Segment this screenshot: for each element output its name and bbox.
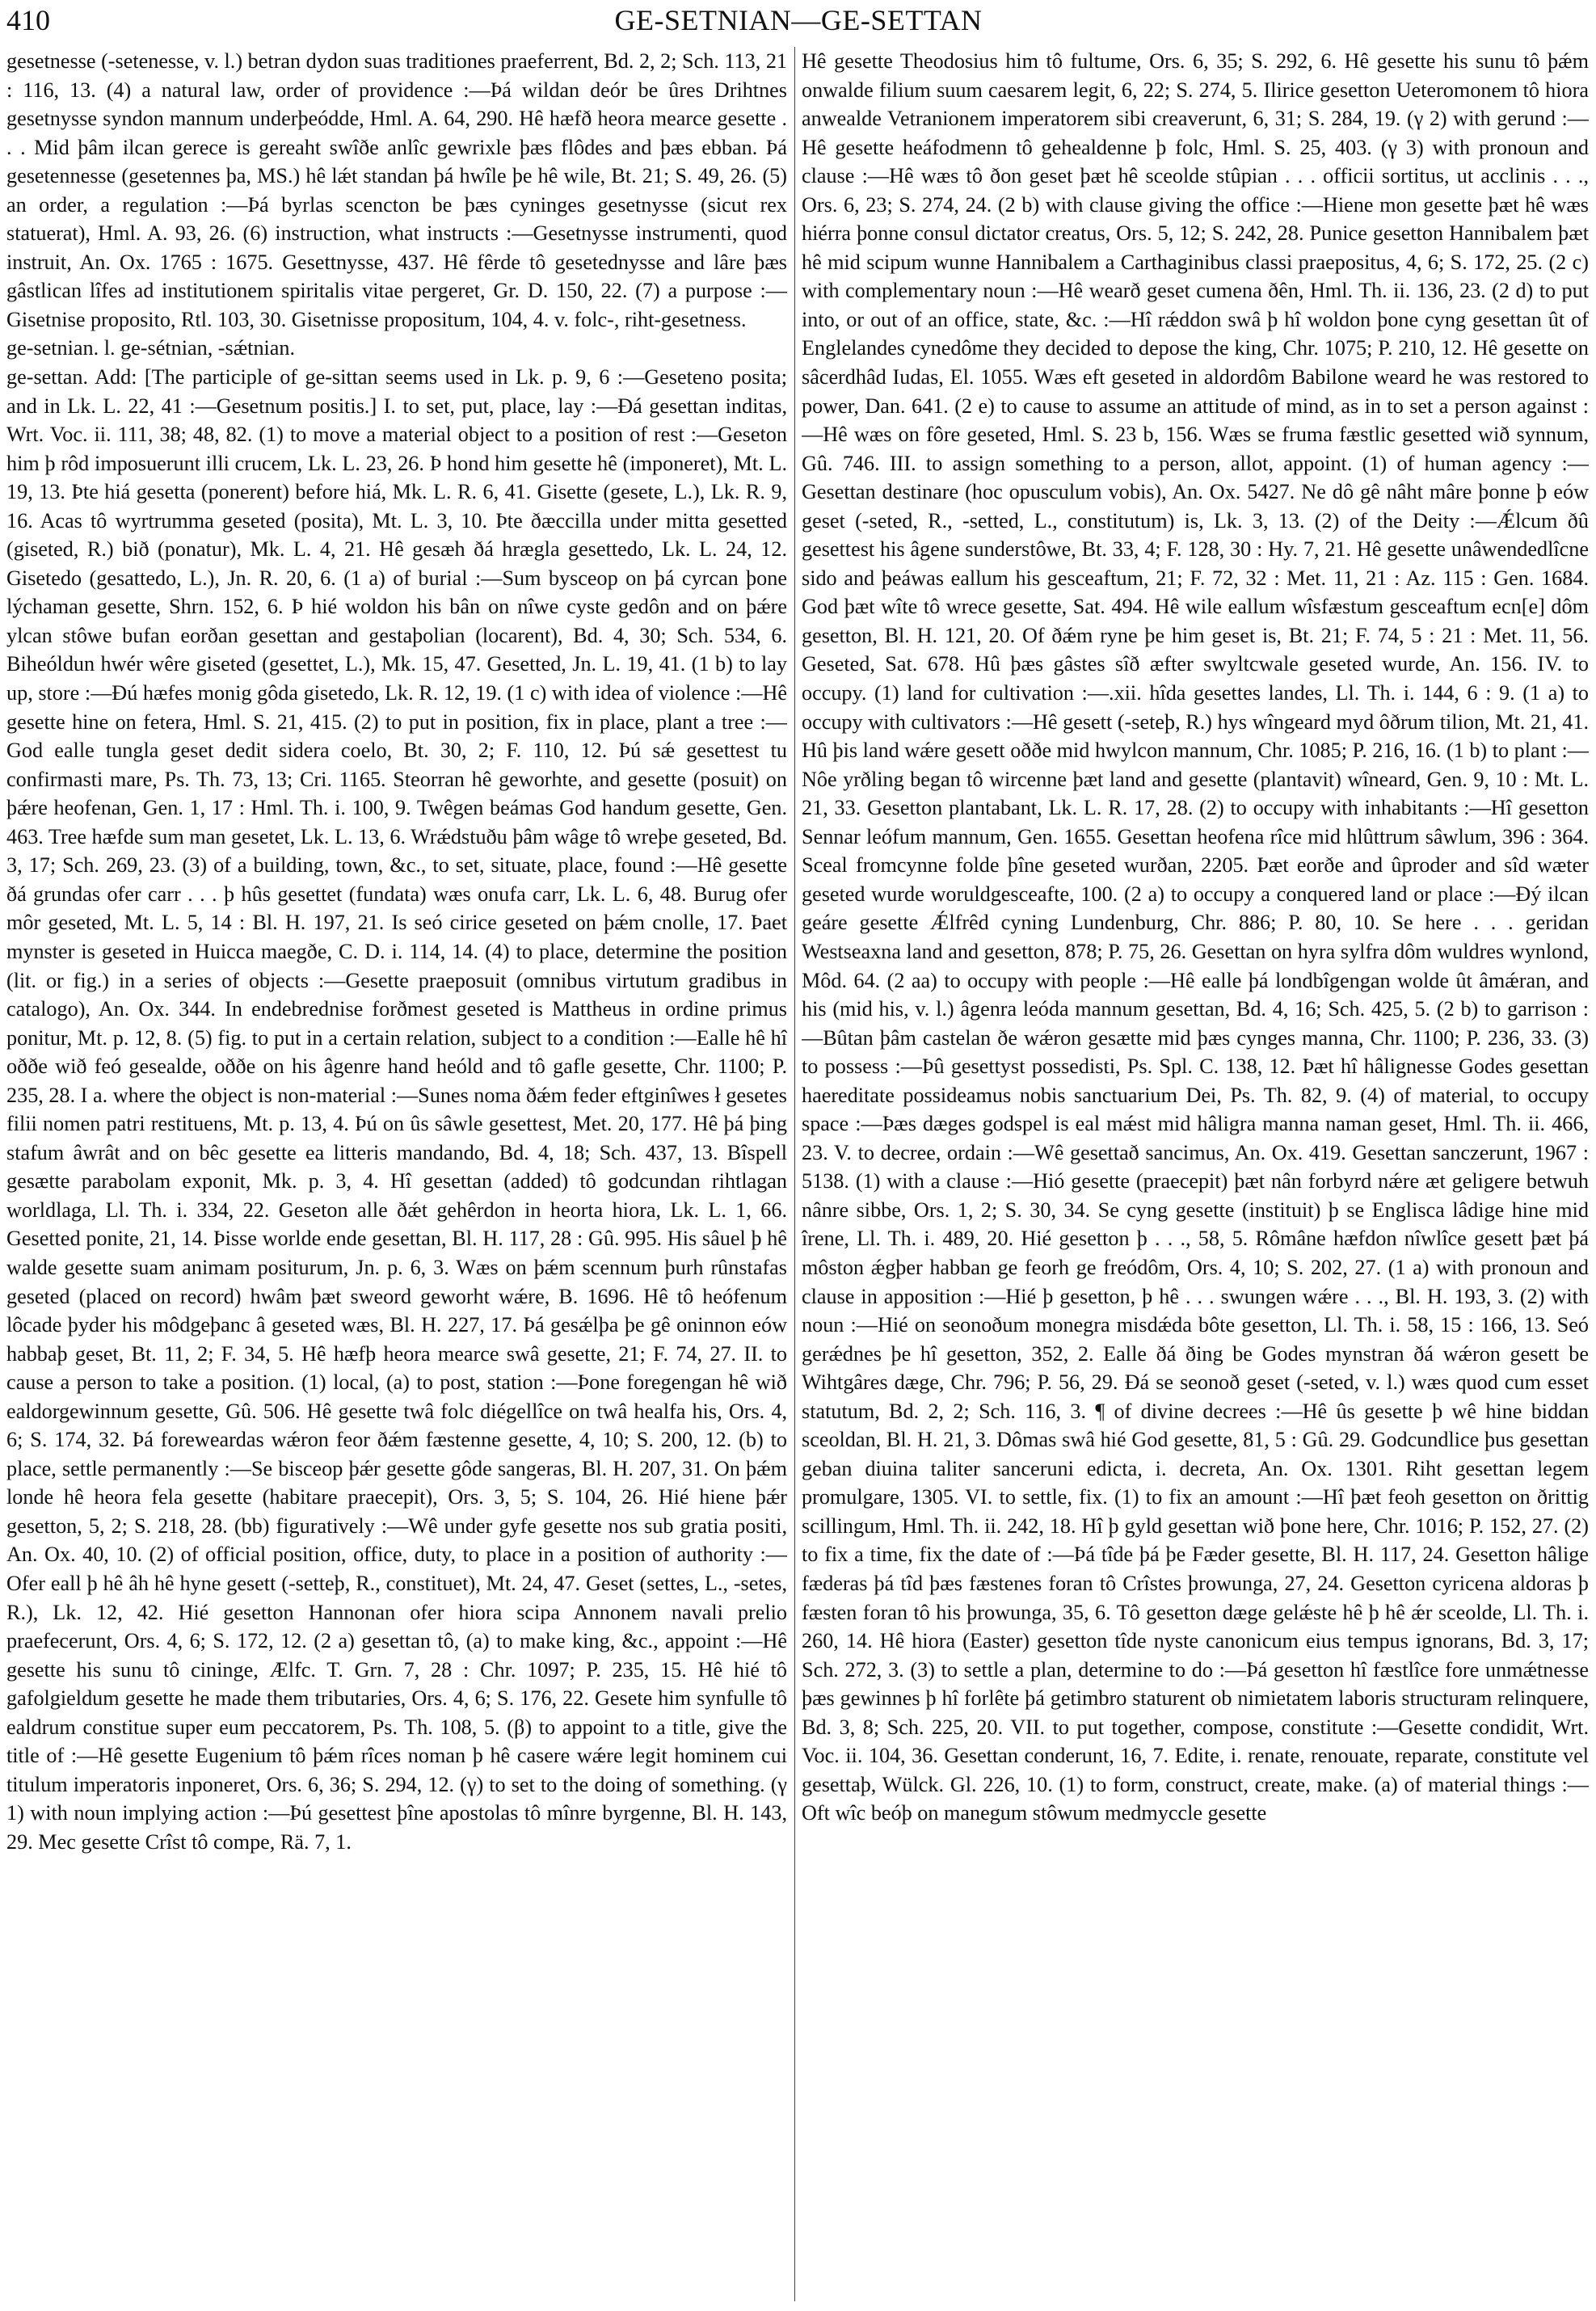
- entry-continuation-gesetnesse: gesetnesse (-setenesse, v. l.) betran dydon suas traditiones praeferrent, Bd. 2, 2; Sch. 113, 21 : 116, 13. (4) a natural law, order of providence :—Þá wildan deór be ûres Drihtnes gesetnysse syndon mannum underþeódde, Hml. A. 64, 290. Hê hæfð heora mearce gesette . . . Mid þâm ilcan gerece is gereaht swîðe anlîc gewrixle þæs flôdes and þæs ebban. Þá gesetennesse (gesetennes þa, MS.) hê lǽt standan þá hwîle þe hê wile, Bt. 21; S. 49, 26. (5) an order, a regulation :—Þá byrlas scencton be þæs cyninges gesetnysse (sicut rex statuerat), Hml. A. 93, 26. (6) instruction, what instructs :—Gesetnysse instrumenti, quod instruit, An. Ox. 1765 : 1675. Gesettnysse, 437. Hê fêrde tô gesetednysse and lâre þæs gâstlican lîfes ad institutionem spiritalis vitae pergeret, Gr. D. 150, 22. (7) a purpose :—Gisetnise proposito, Rtl. 103, 30. Gisetnisse propositum, 104, 4. v. folc-, riht-gesetness.: [6, 49, 787, 331]
- dictionary-columns: [6, 47, 1589, 2301]
- column-divider: [794, 47, 795, 2301]
- page-number: 410: [6, 4, 50, 36]
- page-header: [6, 3, 1590, 37]
- entry-ge-settan-continued: Hê gesette Theodosius him tô fultume, Ors. 6, 35; S. 292, 6. Hê gesette his sunu tô þǽm onwalde filium suum caesarem legit, 6, 22; S. 274, 5. Ilirice gesetton Ueteromonem tô hiora anwealde Vetranionem imperatorem sibi creaverunt, 6, 31; S. 284, 19. (γ 2) with gerund :—Hê gesette heáfodmenn tô gehealdenne þ folc, Hml. S. 25, 403. (γ 3) with pronoun and clause :—Hê wæs tô ðon geset þæt hê sceolde stûpian . . . officii sortitus, ut acclinis . . ., Ors. 6, 23; S. 274, 24. (2 b) with clause giving the office :—Hiene mon gesette þæt hê wæs hiérra þonne consul dictator creatus, Ors. 5, 12; S. 242, 28. Punice gesetton Hannibalem þæt hê mid scipum wunne Hannibalem a Carthaginibus classi praepositus, 4, 6; S. 172, 25. (2 c) with complementary noun :—Hê wearð geset cumena ðên, Hml. Th. ii. 136, 23. (2 d) to put into, or out of an office, state, &c. :—Hî rǽddon swâ þ hî woldon þone cyng gesettan ût of Englelandes cynedôme they decided to depose the king, Chr. 1075; P. 210, 12. Hê gesette on sâcerdhâd Iudas, El. 1055. Wæs eft geseted in aldordôm Babilone weard he was restored to power, Dan. 641. (2 e) to cause to assume an attitude of mind, as in to set a person against :—Hê wæs on fôre geseted, Hml. S. 23 b, 156. Wæs se fruma fæstlic gesetted wið synnum, Gû. 746. III. to assign something to a person, allot, appoint. (1) of human agency :—Gesettan destinare (hoc opusculum vobis), An. Ox. 5427. Ne dô gê nâht mâre þonne þ eów geset (-seted, R., -setted, L., constitutum) is, Lk. 3, 13. (2) of the Deity :—Ǽlcum ðû gesettest his âgene sunderstôwe, Bt. 33, 4; F. 128, 30 : Hy. 7, 21. Hê gesette unâwendedlîcne sido and þeáwas eallum his gesceaftum, 21; F. 72, 32 : Met. 11, 21 : Az. 115 : Gen. 1684. God þæt wîte tô wrece gesette, Sat. 494. Hê wile eallum wîsfæstum gesceaftum ecn[e] dôm gesetton, Bl. H. 121, 20. Of ðǽm ryne þe him geset is, Bt. 21; F. 74, 5 : 21 : Met. 11, 56. Geseted, Sat. 678. Hû þæs gâstes sîð æfter swyltcwale geseted wurde, An. 156. IV. to occupy. (1) land for cultivation :—.xii. hîda gesettes landes, Ll. Th. i. 144, 6 : 9. (1 a) to occupy with cultivators :—Hê gesett (-seteþ, R.) hys wîngeard myd ôðrum tilion, Mt. 21, 41. Hû þis land wǽre gesett oððe mid hwylcon mannum, Chr. 1085; P. 216, 16. (1 b) to plant :—Nôe yrðling began tô wircenne þæt land and gesette (plantavit) wîneard, Gen. 9, 10 : Mt. L. 21, 33. Gesetton plantabant, Lk. L. R. 17, 28. (2) to occupy with inhabitants :—Hî gesetton Sennar leófum mannum, Gen. 1655. Gesettan heofena rîce mid hlûttrum sâwlum, 396 : 364. Sceal fromcynne folde þîne geseted wurðan, 2205. Þæt eorðe and ûproder and sîd wæter geseted wurde woruldgesceafte, 100. (2 a) to occupy a conquered land or place :—Ðý ilcan geáre gesette Ǽlfrêd cyning Lundenburg, Chr. 886; P. 80, 10. Se here . . . geridan Westseaxna land and gesetton, 878; P. 75, 26. Gesettan on hyra sylfra dôm wuldres wynlond, Môd. 64. (2 aa) to occupy with people :—Hê ealle þá londbîgengan wolde ût âmǽran, and his (mid his, v. l.) âgenra leóda mannum gesettan, Bd. 4, 16; Sch. 425, 5. (2 b) to garrison :—Bûtan þâm castelan ðe wǽron gesætte mid þæs cynges manna, Chr. 1100; P. 236, 33. (3) to possess :—Þû gesettyst possedisti, Ps. Spl. C. 138, 12. Þæt hî hâlignesse Godes gesettan haereditate possideamus nobis sanctuarium Dei, Ps. Th. 82, 9. (4) of material, to occupy space :—Þæs dæges godspel is eal mǽst mid hâligra manna naman geset, Hml. Th. ii. 466, 23. V. to decree, ordain :—Wê gesettað sancimus, An. Ox. 419. Gesettan sanczerunt, 1967 : 5138. (1) with a clause :—Hió gesette (praecepit) þæt nân forbyrd nǽre æt geligere betwuh nânre sibbe, Ors. 1, 2; S. 30, 34. Se cyng gesette (instituit) þ se Englisca lâdige hine mid îrene, Ll. Th. i. 489, 20. Hié gesetton þ . . ., 58, 5. Rômâne hæfdon nîwlîce gesett þæt þá môston ǽgþer habban ge feorh ge freódôm, Ors. 4, 10; S. 202, 27. (1 a) with pronoun and clause in apposition :—Hié þ gesetton, þ hê . . . swungen wǽre . . ., Bl. H. 193, 3. (2) with noun :—Hié on seonoðum monegra misdǽda bôte gesetton, Ll. Th. i. 58, 15 : 166, 13. Seó gerǽdnes þe hî gesetton, 352, 2. Ealle ðá ðing be Godes mynstran ðá wǽron gesett be Wihtgâres dæge, Chr. 796; P. 56, 29. Ðá se seonoð geset (-seted, v. l.) wæs quod cum esset statutum, Bd. 2, 2; Sch. 116, 3. ¶ of divine decrees :—Hê ûs gesette þ wê hine biddan sceoldan, Bl. H. 21, 3. Dômas swâ hié God gesette, 81, 5 : Gû. 29. Godcundlice þus gesettan geban diuina taliter sanceruni edicta, i. decreta, An. Ox. 1301. Riht gesettan legem promulgare, 1305. VI. to settle, fix. (1) to fix an amount :—Hî þæt feoh gesetton on ðrittig scillingum, Hml. Th. ii. 242, 18. Hî þ gyld gesettan wið þone here, Chr. 1016; P. 152, 27. (2) to fix a time, fix the date of :—Þá tîde þá þe Fæder gesette, Bl. H. 117, 24. Gesetton hâlige fæderas þá tîd þæs fæstenes foran tô Crîstes þrowunga, 27, 24. Gesetton cyricena aldoras þ fæsten foran tô his þrowunga, 35, 6. Tô gesetton dæge gelǽste hê þ hê ǽr sceolde, Ll. Th. i. 260, 14. Hê hiora (Easter) gesetton tîde nyste canonicum eius tempus ignorans, Bd. 3, 17; Sch. 272, 3. (3) to settle a plan, determine to do :—Þá gesetton hî fæstlîce fore unmǽtnesse þæs gewinnes þ hî forlête þá getimbro staturent ob nimietatem laboris structuram relinquere, Bd. 3, 8; Sch. 225, 20. VII. to put together, compose, constitute :—Gesette condidit, Wrt. Voc. ii. 104, 36. Gesettan conderunt, 16, 7. Edite, i. renate, renouate, reparate, constitute vel gesettaþ, Wülck. Gl. 226, 10. (1) to form, construct, create, make. (a) of material things :—Oft wîc beóþ on manegum stôwum medmycclе gesette: [802, 49, 1589, 1825]
- entry-ge-settan: ge-settan. Add: [The participle of ge-sittan seems used in Lk. p. 9, 6 :—Geseteno posita; and in Lk. L. 22, 41 :—Gesetnum positis.] I. to set, put, place, lay :—Ðá gesettan inditas, Wrt. Voc. ii. 111, 38; 48, 82. (1) to move a material object to a position of rest :—Geseton him þ rôd imposuerunt illi crucem, Lk. L. 23, 26. Þ hond him gesette hê (imponeret), Mt. L. 19, 13. Þte hiá gesetta (ponerent) before hiá, Mk. L. R. 6, 41. Gisette (gesete, L.), Lk. R. 9, 16. Acas tô wyrtrumma geseted (posita), Mt. L. 3, 10. Þte ðæccilla under mitta gesetted (giseted, R.) bið (ponatur), Mk. L. 4, 21. Hê gesæh ðá hræglа gesettedo, Lk. L. 24, 12. Gisetedo (gesattedo, L.), Jn. R. 20, 6. (1 a) of burial :—Sum bysceop on þá cyrcan þone lýchaman gesette, Shrn. 152, 6. Þ hié woldon his bân on nîwe cyste gedôn and on þǽre ylcan stôwe bufan eorðan gesettan and gestaþolian (locarent), Bd. 4, 30; Sch. 534, 6. Biheóldun hwér wêre giseted (gesettet, L.), Mk. 15, 47. Gesetted, Jn. L. 19, 41. (1 b) to lay up, store :—Ðú hæfes monig gôda gisetedo, Lk. R. 12, 19. (1 c) with idea of violence :—Hê gesette hine on fetera, Hml. S. 21, 415. (2) to put in position, fix in place, plant a tree :—God ealle tungla geset dedit sidera coelo, Bt. 30, 2; F. 110, 12. Þú sǽ gesettest tu confirmasti mare, Ps. Th. 73, 13; Cri. 1165. Steorran hê geworhte, and gesette (posuit) on þǽre heofenan, Gen. 1, 17 : Hml. Th. i. 100, 9. Twêgen beámas God handum gesette, Gen. 463. Tree hæfde sum man gesetet, Lk. L. 13, 6. Wrǽdstuðu þâm wâge tô wreþe geseted, Bd. 3, 17; Sch. 269, 23. (3) of a building, town, &c., to set, situate, place, found :—Hê gesette ðá grundas ofer carr . . . þ hûs gesettet (fundata) wæs onufa carr, Lk. L. 6, 48. Burug ofer môr geseted, Mt. L. 5, 14 : Bl. H. 197, 21. Is seó cirice geseted on þǽm cnolle, 17. Þaet mynster is geseted in Huicca maegðe, C. D. i. 114, 14. (4) to place, determine the position (lit. or fig.) in a series of objects :—Gesette praeposuit (omnibus virtutum gradibus in catalogo), An. Ox. 344. In endebrednise forðmest geseted is Mattheus in ordine primus ponitur, Mt. p. 12, 8. (5) fig. to put in a certain relation, subject to a condition :—Ealle hê hî oððe wið feó gesealde, oððe on his âgenre hand heóld and tô gafle gesette, Chr. 1100; P. 235, 28. I a. where the object is non-material :—Sunes noma ðǽm feder eftginîwes ł gesetes filii nomen patri restituens, Mt. p. 13, 4. Þú on ûs sâwle gesettest, Met. 20, 177. Hê þá þing stafum âwrât and on bêc gesette ea litteris mandando, Bd. 4, 18; Sch. 437, 13. Bîspell gesætte parabolam exponit, Mk. p. 3, 4. Hî gesettan (added) tô godcundan rihtlagan worldlaga, Ll. Th. i. 334, 22. Geseton alle ðǽt gehêrdon in heorta hiora, Lk. L. 1, 66. Gesetted ponite, 21, 14. Þisse worlde ende gesettan, Bl. H. 117, 28 : Gû. 995. His sâuel þ hê walde gesette suam animam positurum, Jn. p. 6, 3. Wæs on þǽm scennum þurh rûnstafas geseted (placed on record) hwâm þæt sweord geworht wǽre, B. 1696. Hê tô heófenum lôcade þyder his môdgeþanc â geseted wæs, Bl. H. 227, 17. Þá gesǽlþa þe gê oninnon eów habbaþ geset, Bt. 11, 2; F. 34, 5. Hê hæfþ heora mearce swâ gesette, 21; F. 74, 27. II. to cause a person to take a position. (1) local, (a) to post, station :—Þone foregengan hê wið ealdorgewinnum gesette, Gû. 506. Hê gesette twâ folc diégellîce on twâ healfa his, Ors. 4, 6; S. 174, 32. Þá foreweardas wǽron feor ðǽm fæstenne gesette, 4, 10; S. 200, 12. (b) to place, settle permanently :—Se bisceop þǽr gesette gôde sangeras, Bl. H. 207, 31. On þǽm londe hê heora fela gesette (habitare praecepit), Ors. 3, 5; S. 104, 26. Hié hiene þǽr gesetton, 5, 2; S. 218, 28. (bb) figuratively :—Wê under gyfe gesette nos sub gratia positi, An. Ox. 40, 10. (2) of official position, office, duty, to place in a position of authority :—Ofer eall þ hê âh hê hyne gesett (-setteþ, R., constituet), Mt. 24, 47. Geset (settes, L., -setes, R.), Lk. 12, 42. Hié gesetton Hannonan ofer hiora scipa Annonem navali prelio praefecerunt, Ors. 4, 6; S. 172, 12. (2 a) gesettan tô, (a) to make king, &c., appoint :—Hê gesette his sunu tô cininge, Ælfc. T. Grn. 7, 28 : Chr. 1097; P. 235, 15. Hê hié tô gafolgieldum gesette he made them tributaries, Ors. 4, 6; S. 176, 22. Gesete him synfulle tô ealdrum constitue super eum peccatorem, Ps. Th. 108, 5. (β) to appoint to a title, give the title of :—Hê gesette Eugenium tô þǽm rîces noman þ hê casere wǽre legit hominem cui titulum imperatoris inponeret, Ors. 6, 36; S. 294, 12. (γ) to set to the doing of something. (γ 1) with noun implying action :—Þú gesettest þîne apostolas tô mînre byrgenne, Bl. H. 143, 29. Mec gesette Crîst tô compe, Rä. 7, 1.: [6, 365, 787, 1854]
- left-column: [6, 47, 787, 2301]
- running-head: GE-SETNIAN—GE-SETTAN: [614, 4, 983, 36]
- right-column: [802, 47, 1589, 2301]
- entry-ge-setnian: ge-setnian. l. ge-sétnian, -sǽtnian.: [6, 336, 296, 360]
